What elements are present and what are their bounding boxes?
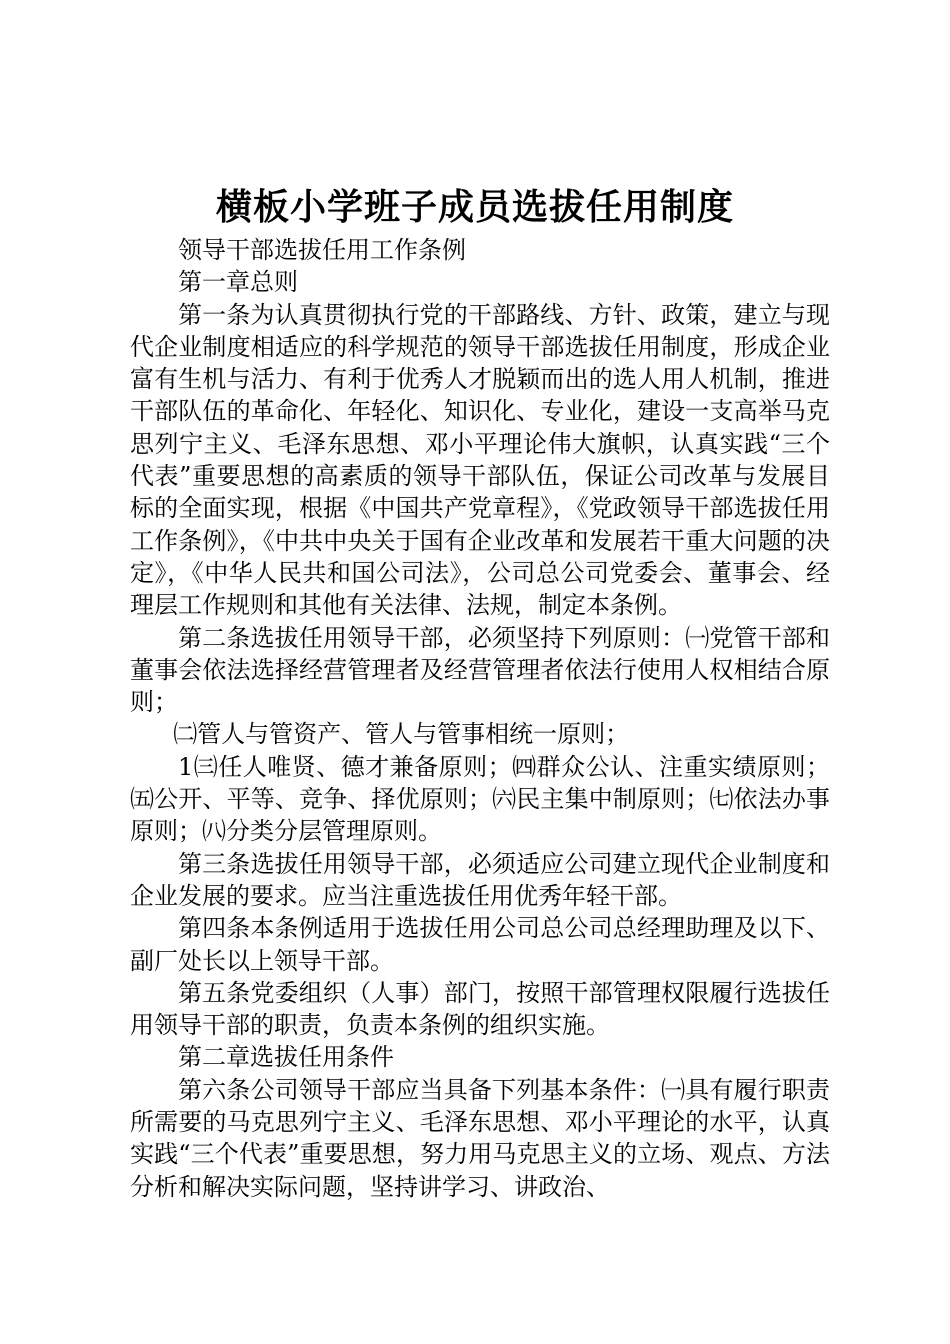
document-body [130,234,830,1203]
paragraph-chapter-2-heading: 第二章选拔任用条件 [178,1043,394,1072]
paragraph-article-3: 第三条选拔任用领导干部，必须适应公司建立现代企业制度和企业发展的要求。应当注重选拔任用优秀年轻干部。 [130,849,830,910]
paragraph-article-4: 第四条本条例适用于选拔任用公司总公司总经理助理及以下、副厂处长以上领导干部。 [130,914,830,975]
paragraph-regulation-name: 领导干部选拔任用工作条例 [178,236,466,264]
paragraph-chapter-1-heading: 第一章总则 [178,268,298,297]
paragraph-principles-3-8: 1㈢任人唯贤、德才兼备原则；㈣群众公认、注重实绩原则；㈤公开、平等、竞争、择优原则；㈥民主集中制原则；㈦依法办事原则；㈧分类分层管理原则。 [130,752,830,846]
paragraph-article-1: 第一条为认真贯彻执行党的干部路线、方针、政策，建立与现代企业制度相适应的科学规范的领导干部选拔任用制度，形成企业富有生机与活力、有利于优秀人才脱颖而出的选人用人机制，推进干部队伍的革命化、年轻化、知识化、专业化，建设一支高举马克思列宁主义、毛泽东思想、邓小平理论伟大旗帜，认真实践“三个代表”重要思想的高素质的领导干部队伍，保证公司改革与发展目标的全面实现，根据《中国共产党章程》，《党政领导干部选拔任用工作条例》，《中共中央关于国有企业改革和发展若干重大问题的决定》，《中华人民共和国公司法》，公司总公司党委会、董事会、经理层工作规则和其他有关法律、法规，制定本条例。 [130,300,830,620]
paragraph-article-5: 第五条党委组织（人事）部门，按照干部管理权限履行选拔任用领导干部的职责，负责本条例的组织实施。 [130,978,830,1040]
document-title: 横板小学班子成员选拔任用制度 [215,187,734,228]
paragraph-article-2: 第二条选拔任用领导干部，必须坚持下列原则：㈠党管干部和董事会依法选择经营管理者及经营管理者依法行使用人权相结合原则； [130,623,830,717]
paragraph-article-6: 第六条公司领导干部应当具备下列基本条件：㈠具有履行职责所需要的马克思列宁主义、毛泽东思想、邓小平理论的水平，认真实践“三个代表”重要思想，努力用马克思主义的立场、观点、方法分析和解决实际问题，坚持讲学习、讲政治、 [130,1075,830,1201]
paragraph-principle-2: ㈡管人与管资产、管人与管事相统一原则； [173,720,630,749]
